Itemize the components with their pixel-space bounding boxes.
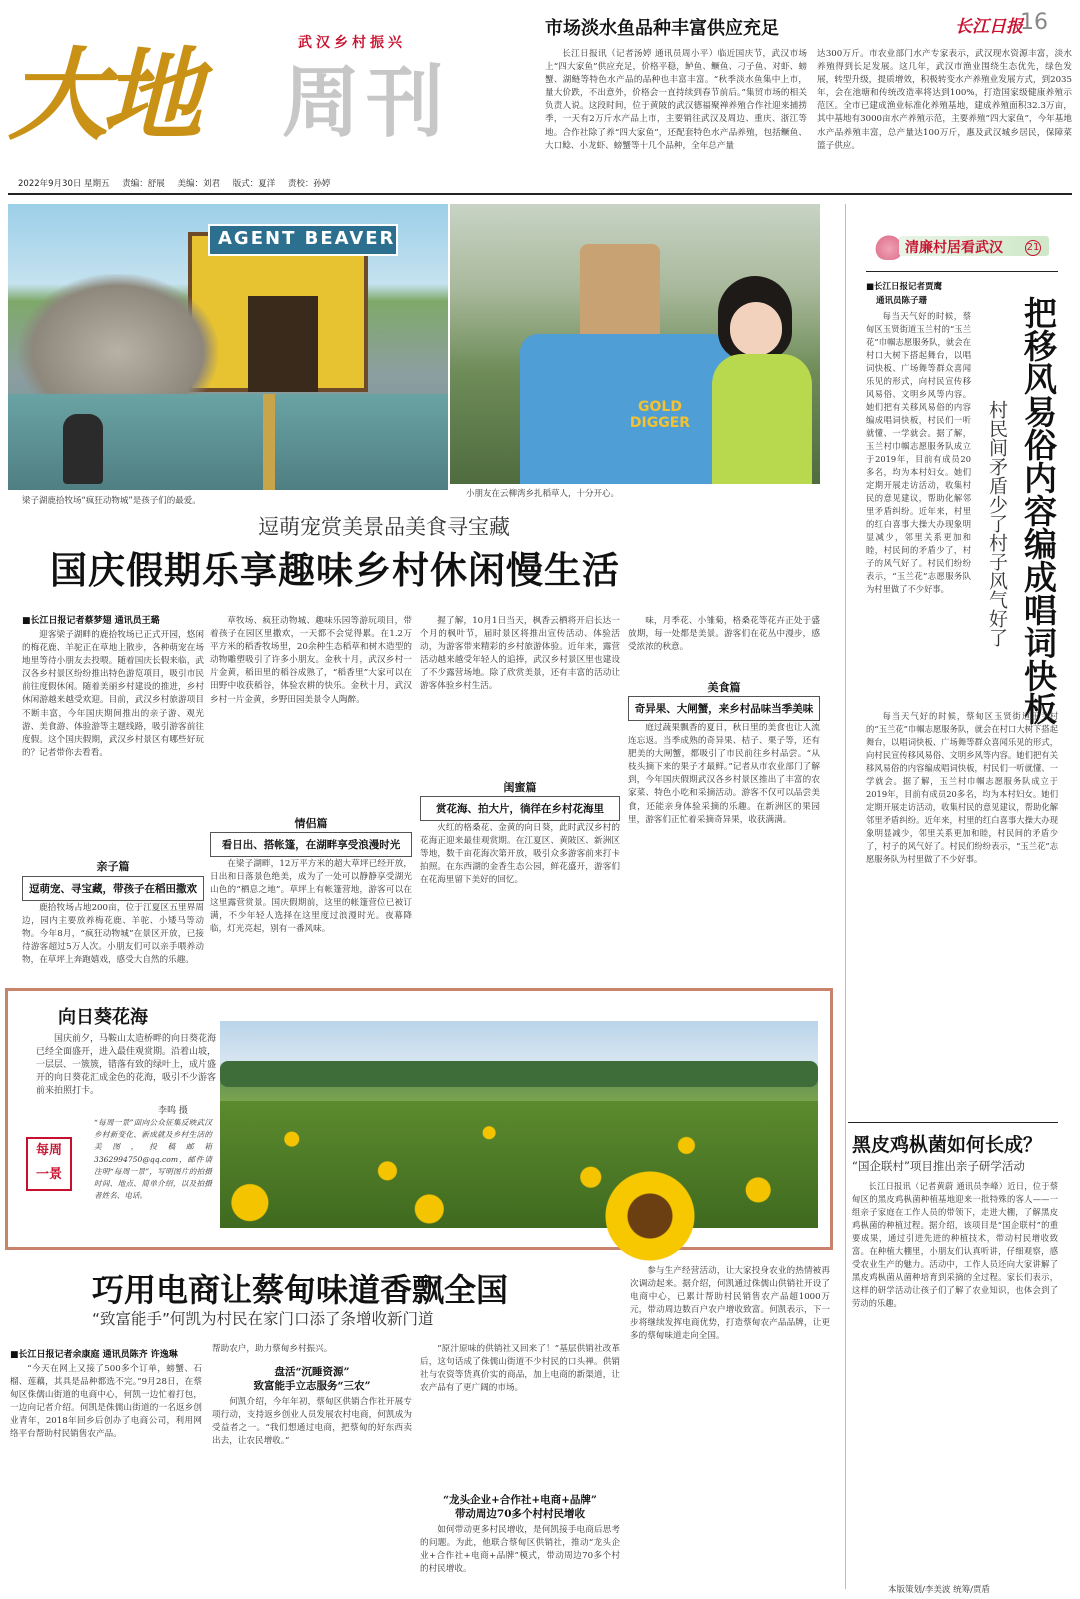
art-editor: 美编：刘君 <box>177 179 220 189</box>
sidebar-article2-subhead: “国企联村”项目推出亲子研学活动 <box>852 1159 1025 1173</box>
sidebar-byline1: ■长江日报记者贾鹰 <box>866 282 943 292</box>
rock-pile <box>18 274 218 404</box>
sidebar-top-rule <box>866 271 1058 272</box>
top-article-headline: 市场淡水鱼品种丰富供应充足 <box>545 18 779 39</box>
main-byline: ■长江日报记者蔡梦翅 通讯员王璐 <box>22 616 160 626</box>
column-name: 清廉村居看武汉 <box>905 240 1003 256</box>
main-col2a: 草牧场、疯狂动物城、趣味乐园等游玩项目，带着孩子在园区里撒欢，一天都不会觉得累。在1.2万平方米的稻香牧场里，20余种生态稻草和树木造型的动物雕塑吸引了许多小朋友。金秋十月，武汉乡村一片金黄，稻田里的稻谷成熟了，“稻香里”大家可以在田野中收获稻谷，体验农耕的快乐。金秋十月，武汉乡村一片金黄，乡野田园美景令人陶醉。 <box>210 616 412 705</box>
bottom-col1: “今天在网上又接了500多个订单，螃蟹、石榴、莲藕，其具是品种都选不完。”9月28日，在蔡甸区侏儒山街道的电商中心，何凯一边忙着打包，一边向记者介绍。何凯是侏儒山街道的一名返乡创业青年，2018年回乡后创办了电商公司，利用网络平台帮助村民销售农产品。 <box>10 1364 202 1440</box>
main-col2b-head: 情侣篇 <box>294 817 328 830</box>
bottom-byline: ■长江日报记者余康庭 通讯员陈齐 许逸琳 <box>10 1350 178 1360</box>
main-col1b: 鹿拾牧场占地200亩，位于江夏区五里界周边，园内主要放养梅花鹿、羊驼、小矮马等动物。今年8月，“疯狂动物城”在景区开放，已接待游客超过5万人次。小朋友们可以亲手喂养动物，在草坪上奔跑嬉戏，感受大自然的乐趣。 <box>22 903 204 966</box>
sidebar-headline: 把移风易俗内容编成唱词快板 <box>1019 296 1058 725</box>
top-article-col1: 长江日报讯（记者汤婷 通讯员周小平）临近国庆节，武汉市场上“四大家鱼”供应充足，价格平稳，鲈鱼、鳜鱼、刁子鱼、对虾、螃蟹、湖鲢等特色水产品的品种也丰富丰富。“秋季淡水鱼集中上市，量大价跌，不出意外，价格会一直持续到春节前后。”集贸市场的相关负责人说。这段时间，位于黄陂的武汉德福聚禅养殖合作社迎来捕捞季，一天有2万斤水产品上市，主要销往武汉及周边、重庆、浙江等地。合作社除了养“四大家鱼”，还配套特色水产品养殖，包括鳜鱼、大口鲶、小龙虾、螃蟹等十几个品种，全年总产量 <box>545 49 807 151</box>
masthead-title-a: 大地 <box>8 36 196 154</box>
photo-left-caption: 梁子湖鹿拾牧场“疯狂动物城”是孩子们的最爱。 <box>22 496 201 506</box>
masthead-series: 武汉乡村振兴 <box>298 35 406 51</box>
sidebar-column-banner <box>875 232 1055 262</box>
bottom-col3b: 如何带动更多村民增收，是何凯接手电商后思考的问题。为此，他联合蔡甸区供销社，推动“龙头企业+合作社+电商+品牌”模式，带动周边70多个村的村民增收。 <box>420 1525 620 1575</box>
cabin-door <box>248 296 318 392</box>
main-headline: 国庆假期乐享趣味乡村休闲慢生活 <box>50 548 620 592</box>
main-col3b-head: 闺蜜篇 <box>503 781 537 794</box>
main-col4b-head: 美食篇 <box>707 681 741 694</box>
bottom-col2: 何凯介绍，今年年初，蔡甸区供销合作社开展专项行动，支持返乡创业人员发展农村电商，何凯成为受益者之一。“我们想通过电商，把蔡甸的好东西卖出去，让农民增收。” <box>212 1397 412 1447</box>
main-col1b-box: 逗萌宠、寻宝藏，带孩子在稻田撒欢 <box>22 876 204 901</box>
masthead-rule <box>8 193 1072 195</box>
main-col3b-box: 赏花海、拍大片，徜徉在乡村花海里 <box>420 796 620 821</box>
tree-line <box>220 1061 818 1087</box>
sunflower-field <box>220 1101 818 1228</box>
main-col4b: 庭过蔬果飘香的夏日，秋日里的美食也让人流连忘返。当季成熟的奇异果、桔子、栗子等，还有肥美的大闸蟹，都吸引了市民前往乡村品尝。“从枝头摘下来的果子才最鲜。”记者从市农业部门了解到，今年国庆假期武汉各乡村景区推出了丰富的农家菜、特色小吃和采摘活动。游客不仅可以品尝美食，还能亲身体验采摘的乐趣。在新洲区的果园里，游客们正忙着采摘奇异果，收获满满。 <box>628 723 820 825</box>
shirt-text: GOLD DIGGER <box>629 399 691 431</box>
sunflower-photographer: 李鸣 摄 <box>158 1106 188 1116</box>
bottom-col4: 参与生产经营活动，让大家投身农业的热情被再次调动起来。据介绍，何凯通过侏儒山供销社开设了电商中心，已累计帮助村民销售农产品超1000万元，带动周边数百户农户增收致富。何凯表示，下一步将继续发挥电商优势，打造蔡甸农产品品牌，让更多的蔡甸味道走向全国。 <box>630 1266 830 1342</box>
column-no: 21 <box>1025 240 1041 256</box>
photo-beaver-park <box>8 204 448 490</box>
badge-bottom: 一景 <box>35 1167 62 1182</box>
sidebar-text-lower: 每当天气好的时候，蔡甸区玉贤街道玉兰村的“玉兰花”巾帼志愿服务队，就会在村口大树下搭起舞台，以唱词快板、广场舞等群众喜闻乐见的形式，向村民宣传移风易俗、文明乡风等内容。她们把有关移风易俗的内容编成唱词快板，村民们一听就懂、一学就会。据了解，玉兰村巾帼志愿服务队成立于2019年，目前有成员20多名，均为本村妇女。她们定期开展走访活动，收集村民的意见建议，帮助化解邻里矛盾纠纷。近年来，村里的红白喜事大操大办现象明显减少，邻里关系更加和睦，村民间的矛盾少了，村子的风气好了。村民们纷纷表示，“玉兰花”志愿服务队为村里做了不少好事。 <box>866 711 1058 864</box>
masthead-dateline-bar <box>8 177 1080 191</box>
sidebar-article2-text: 长江日报讯（记者黄蔚 通讯员李峰）近日，位于蔡甸区的黑皮鸡枞菌种植基地迎来一批特殊的客人——一组亲子家庭在工作人员的带领下，走进大棚，了解黑皮鸡枞菌的种植过程。据介绍，该项目是“国企联村”的重要成果，通过引进先进的种植技术，带动村民增收致富。在种植大棚里，小朋友们认真听讲，仔细观察，感受农业生产的魅力。活动中，工作人员还向大家讲解了黑皮鸡枞菌从菌种培育到采摘的全过程。家长们表示，这样的研学活动让孩子们了解了农业知识，也体会到了劳动的乐趣。 <box>852 1181 1058 1308</box>
editor: 责编：舒展 <box>122 179 165 189</box>
masthead <box>0 0 540 175</box>
week-badge <box>26 1137 72 1191</box>
bottom-col2-head1: 帮助农户，助力蔡甸乡村振兴。 <box>212 1344 333 1354</box>
main-col1a: 迎客梁子湖畔的鹿拾牧场已正式开园，悠闲的梅花鹿、羊驼正在草地上散步，各种萌宠在场地里等待小朋友去投喂。随着国庆长假来临，武汉各乡村景区纷纷推出特色游览项目，吸引市民前往度假休闲。随着美丽乡村建设的推进，乡村休闲游越来越受欢迎。目前，武汉乡村旅游项目不断丰富，今年国庆期间推出的亲子游、观光游、美食游、体验游等主题线路，吸引游客前往度假。这个国庆假期，武汉乡村景区有哪些好玩的？记者带你去看看。 <box>22 630 204 758</box>
masthead-title-b: 周刊 <box>282 57 451 148</box>
sidebar-subhead: 村民间矛盾少了村子风气好了 <box>986 400 1008 647</box>
bottom-col3-sub: “龙头企业+合作社+电商+品牌” 带动周边70多个村村民增收 <box>443 1494 597 1520</box>
girl-face <box>730 302 782 356</box>
newspaper-logo: 长江日报 <box>955 17 1023 37</box>
sunflower-text: 国庆前夕，马鞍山太造桥畔的向日葵花海已经全面盛开，进入最佳观赏期。沿着山坡，一层层、一簇簇，错落有致的绿叶上，成片盛开的向日葵花汇成金色的花海，吸引不少游客前来拍照打卡。 <box>36 1034 217 1097</box>
page-footer: 本版策划/李美波 统筹/贾盾 <box>888 1585 990 1595</box>
sidebar-article2-headline: 黑皮鸡枞菌如何长成？ <box>852 1134 1043 1156</box>
photo-right-caption: 小朋友在云柳湾乡扎稻草人，十分开心。 <box>466 489 620 499</box>
main-col2b: 在梁子湖畔，12万平方米的超大草坪已经开放，日出和日落景色绝美，成为了一处可以静静享受湖光山色的“栖息之地”。草坪上有帐篷营地，游客可以在这里露营赏景。国庆假期前，这里的帐篷营位已被订满，不少年轻人选择在这里度过浪漫时光。夜幕降临，灯光亮起，别有一番风味。 <box>210 859 412 935</box>
main-col2b-box: 看日出、搭帐篷，在湖畔享受浪漫时光 <box>210 832 412 857</box>
sunflower-title: 向日葵花海 <box>58 1007 148 1028</box>
main-col1b-head: 亲子篇 <box>96 860 130 873</box>
sign-text: AGENT BEAVER <box>218 228 396 249</box>
sidebar-mid-rule <box>848 1122 1058 1123</box>
sidebar-byline2: 通讯员陈子珊 <box>876 296 928 306</box>
post <box>263 394 275 490</box>
bottom-col2-sub: 盘活“沉睡资源” 致富能手立志服务“三农” <box>253 1366 371 1392</box>
big-sunflower <box>605 1171 695 1261</box>
photo-scarecrow <box>450 204 820 484</box>
main-col4b-box: 奇异果、大闸蟹，来乡村品味当季美味 <box>628 696 820 721</box>
sidebar-text: 每当天气好的时候，蔡甸区玉贤街道玉兰村的“玉兰花”巾帼志愿服务队，就会在村口大树下搭起舞台，以唱词快板、广场舞等群众喜闻乐见的形式，向村民宣传移风易俗、文明乡风等内容。她们把有关移风易俗的内容编成唱词快板，村民们一听就懂、一学就会。据了解，玉兰村巾帼志愿服务队成立于2019年，目前有成员20多名，均为本村妇女。她们定期开展走访活动，收集村民的意见建议，帮助化解邻里矛盾纠纷。近年来，村里的红白喜事大操大办现象明显减少，邻里关系更加和睦，村民间的矛盾少了，村子的风气好了。村民们纷纷表示，“玉兰花”志愿服务队为村里做了不少好事。 <box>866 311 971 594</box>
page-number: 16 <box>1020 10 1048 35</box>
proofreader: 责校：孙婷 <box>287 179 331 189</box>
badge-top: 每周 <box>35 1143 62 1158</box>
girl-vest <box>712 354 812 484</box>
main-kicker: 逗萌宠赏美景品美食寻宝藏 <box>258 515 510 539</box>
layout-editor: 版式：夏洋 <box>232 179 276 189</box>
bottom-headline: 巧用电商让蔡甸味道香飘全国 <box>92 1271 509 1309</box>
main-col3b: 火红的格桑花、金黄的向日葵，此时武汉乡村的花海正迎来最佳观赏期。在江夏区、黄陂区、新洲区等地，数千亩花海次第开放，吸引众多游客前来打卡拍照。在东西湖的金香生态公园，鲜花盛开，游客们在花海里留下美好的回忆。 <box>420 823 620 886</box>
bottom-subhead: “致富能手”何凯为村民在家门口添了条增收新门道 <box>92 1310 434 1328</box>
dateline: 2022年9月30日 星期五 <box>18 179 110 189</box>
sunflower-call: “每周一景”面向公众征集反映武汉乡村新变化、新成就及乡村生活的美图，投稿邮箱3362994750@qq.com，邮件请注明“每周一景”，写明图片的拍摄时间、地点、简单介绍，以及拍摄者姓名、电话。 <box>94 1118 212 1201</box>
sunflower-photo <box>220 1021 818 1228</box>
top-article-col2: 达300万斤。市农业部门水产专家表示，武汉现水资源丰富，淡水养殖得到长足发展。这几年，武汉市渔业围绕生态优先，绿色发展，转型升级，提质增效，积极转变水产养殖业发展方式，到2035年，会在池塘和传统改造率将达到100%，打造国家级健康养殖示范区。全市已建成渔业标准化养殖基地，建成养殖面积32.3万亩，其中基地有3000亩水产养殖示范，主要养殖“四大家鱼”，今年基地水产品养殖丰富，总产量达100万斤，惠及武汉城乡居民，保障菜篮子供应。 <box>817 49 1072 151</box>
main-col3a: 握了解，10月1日当天，枫香云栖将开启长达一个月的枫叶节，届时景区将推出宣传活动、体验活动，为游客带来精彩的乡村旅游体验。近年来，露营活动越来越受年轻人的追捧，武汉乡村景区里也建设了不少露营场地。除了欣赏美景，还有丰富的活动让游客体验乡村生活。 <box>420 616 620 692</box>
sunflower-box <box>5 988 833 1250</box>
bottom-col3: “原汁原味的供销社又回来了！”基层供销社改革后，这句话成了侏儒山街道不少村民的口头禅。供销社与农资等货真价实的商品，加上电商的新渠道，让农产品有了更广阔的市场。 <box>420 1344 620 1394</box>
main-sidebar-divider <box>845 204 846 1589</box>
boy-figure <box>63 414 103 484</box>
main-col4a: 味，月季花、小雏菊，格桑花等花卉正处于盛放期，每一处都是美景。游客们在花丛中漫步，感受浓浓的秋意。 <box>628 616 820 653</box>
